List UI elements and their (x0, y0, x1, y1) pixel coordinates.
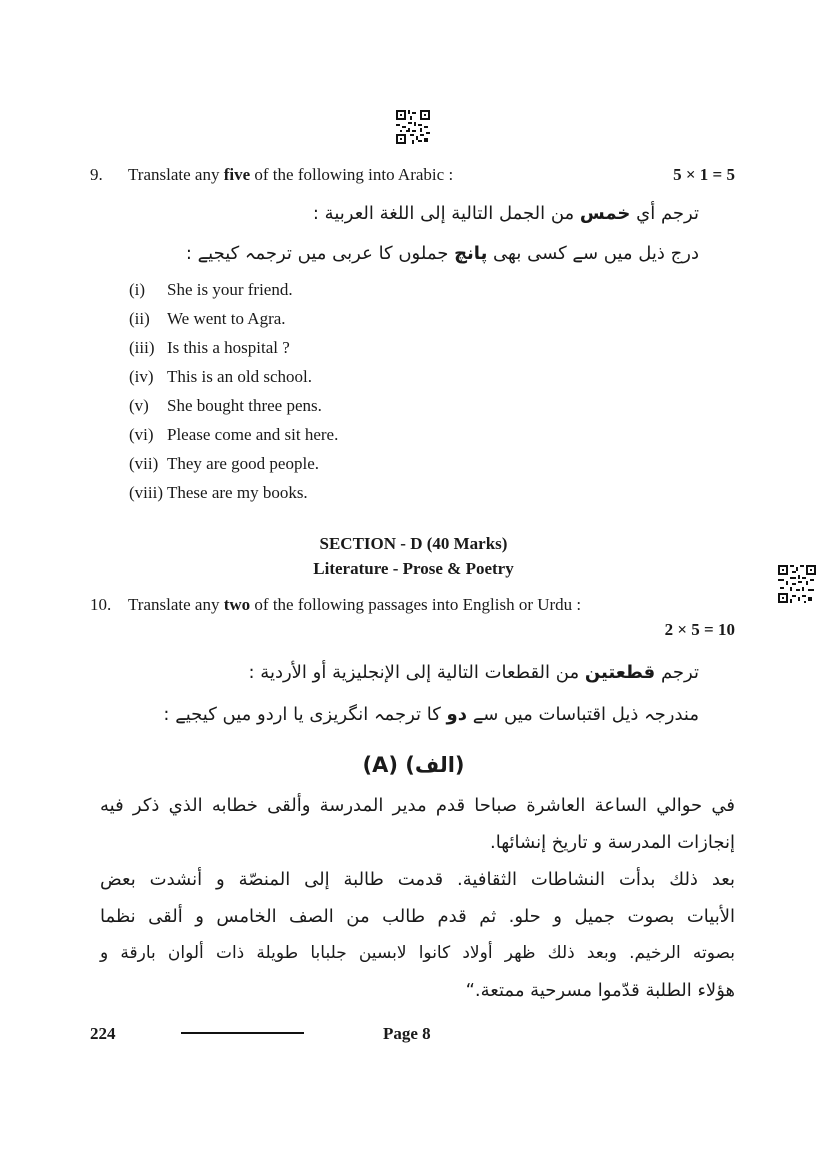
q9-arabic-a: ترجم أي (630, 203, 699, 224)
section-title: SECTION - D (40 Marks) (319, 534, 508, 553)
item-text: She bought three pens. (167, 396, 322, 415)
q10-arabic-a: ترجم (655, 662, 699, 683)
paper-code: 224 (90, 1024, 116, 1043)
footer-rule (181, 1032, 304, 1034)
passage-line: بعد ذلك بدأت النشاطات الثقافية. قدمت طالبة إلى المنصّة و أنشدت بعض (100, 869, 735, 890)
q9-urdu-instruction (186, 243, 699, 264)
q9-urdu-bold: پانچ (454, 243, 488, 264)
item-number: (iii) (129, 338, 155, 357)
q9-urdu-b: جملوں کا عربی میں ترجمہ کیجیے : (185, 243, 455, 264)
q10-marks: 2 × 5 = 10 (664, 620, 735, 639)
q9-arabic-bold: خمس (579, 203, 631, 224)
q10-urdu-b: کا ترجمہ انگریزی یا اردو میں کیجیے : (163, 704, 447, 725)
q9-lead: Translate any (128, 165, 224, 184)
q10-arabic-instruction (249, 662, 699, 683)
item-text: Is this a hospital ? (167, 338, 290, 357)
q10-tail: of the following passages into English or Urdu : (250, 595, 582, 614)
item-number: (viii) (129, 483, 163, 502)
q9-number: 9. (90, 165, 103, 184)
passage-line: بصوته الرخيم. وبعد ذلك ظهر أولاد كانوا لابسين جلبابا طويلة ذات ألوان بارقة و (100, 943, 735, 963)
item-text: She is your friend. (167, 280, 293, 299)
q9-marks: 5 × 1 = 5 (673, 165, 735, 184)
item-number: (vii) (129, 454, 159, 473)
q10-lead: Translate any (128, 595, 224, 614)
item-number: (i) (129, 280, 146, 299)
q9-bold-word: five (223, 165, 251, 184)
q10-bold-word: two (223, 595, 251, 614)
q10-question-text (128, 595, 581, 615)
item-number: (v) (129, 396, 149, 415)
item-text: We went to Agra. (167, 309, 286, 328)
q10-arabic-b: من القطعات التالية إلى الإنجليزية أو الأردية : (248, 662, 585, 683)
q9-tail: of the following into Arabic : (250, 165, 454, 184)
arabic-passage (100, 795, 735, 1017)
list-item (129, 367, 338, 396)
q10-urdu-a: مندرجہ ذیل اقتباسات میں سے (466, 704, 699, 725)
list-item (129, 483, 338, 512)
passage-line: الأبيات بصوت جميل و حلو. ثم قدم طالب من الصف الخامس و ألقى نظما (100, 906, 735, 927)
q10-number: 10. (90, 595, 112, 614)
q10-urdu-bold: دو (446, 704, 467, 725)
page-number: Page 8 (383, 1024, 431, 1043)
q9-urdu-a: درج ذیل میں سے کسی بھی (487, 243, 699, 264)
q9-arabic-b: من الجمل التالية إلى اللغة العربية : (312, 203, 580, 224)
q9-item-list (129, 280, 338, 512)
q10-urdu-instruction (163, 704, 699, 725)
list-item (129, 280, 338, 309)
passage-line: في حوالي الساعة العاشرة صباحا قدم مدير المدرسة وألقى خطابه الذي ذكر فيه (100, 795, 735, 816)
item-number: (vi) (129, 425, 154, 444)
list-item (129, 309, 338, 338)
qr-code-top (396, 110, 430, 144)
q10-arabic-bold: قطعتين (584, 662, 656, 683)
item-number: (ii) (129, 309, 150, 328)
list-item (129, 338, 338, 367)
item-text: Please come and sit here. (167, 425, 339, 444)
item-text: They are good people. (167, 454, 319, 473)
section-subtitle: Literature - Prose & Poetry (313, 559, 514, 578)
passage-line: إنجازات المدرسة و تاريخ إنشائها. (490, 832, 735, 853)
list-item (129, 396, 338, 425)
list-item (129, 454, 338, 483)
passage-line: هؤلاء الطلبة قدّموا مسرحية ممتعة.“ (465, 980, 735, 1001)
item-text: These are my books. (167, 483, 308, 502)
list-item (129, 425, 338, 454)
passage-heading: (الف) (A) (362, 753, 465, 777)
item-text: This is an old school. (167, 367, 312, 386)
q9-question-text (128, 165, 453, 185)
item-number: (iv) (129, 367, 154, 386)
q9-arabic-instruction (313, 203, 699, 224)
